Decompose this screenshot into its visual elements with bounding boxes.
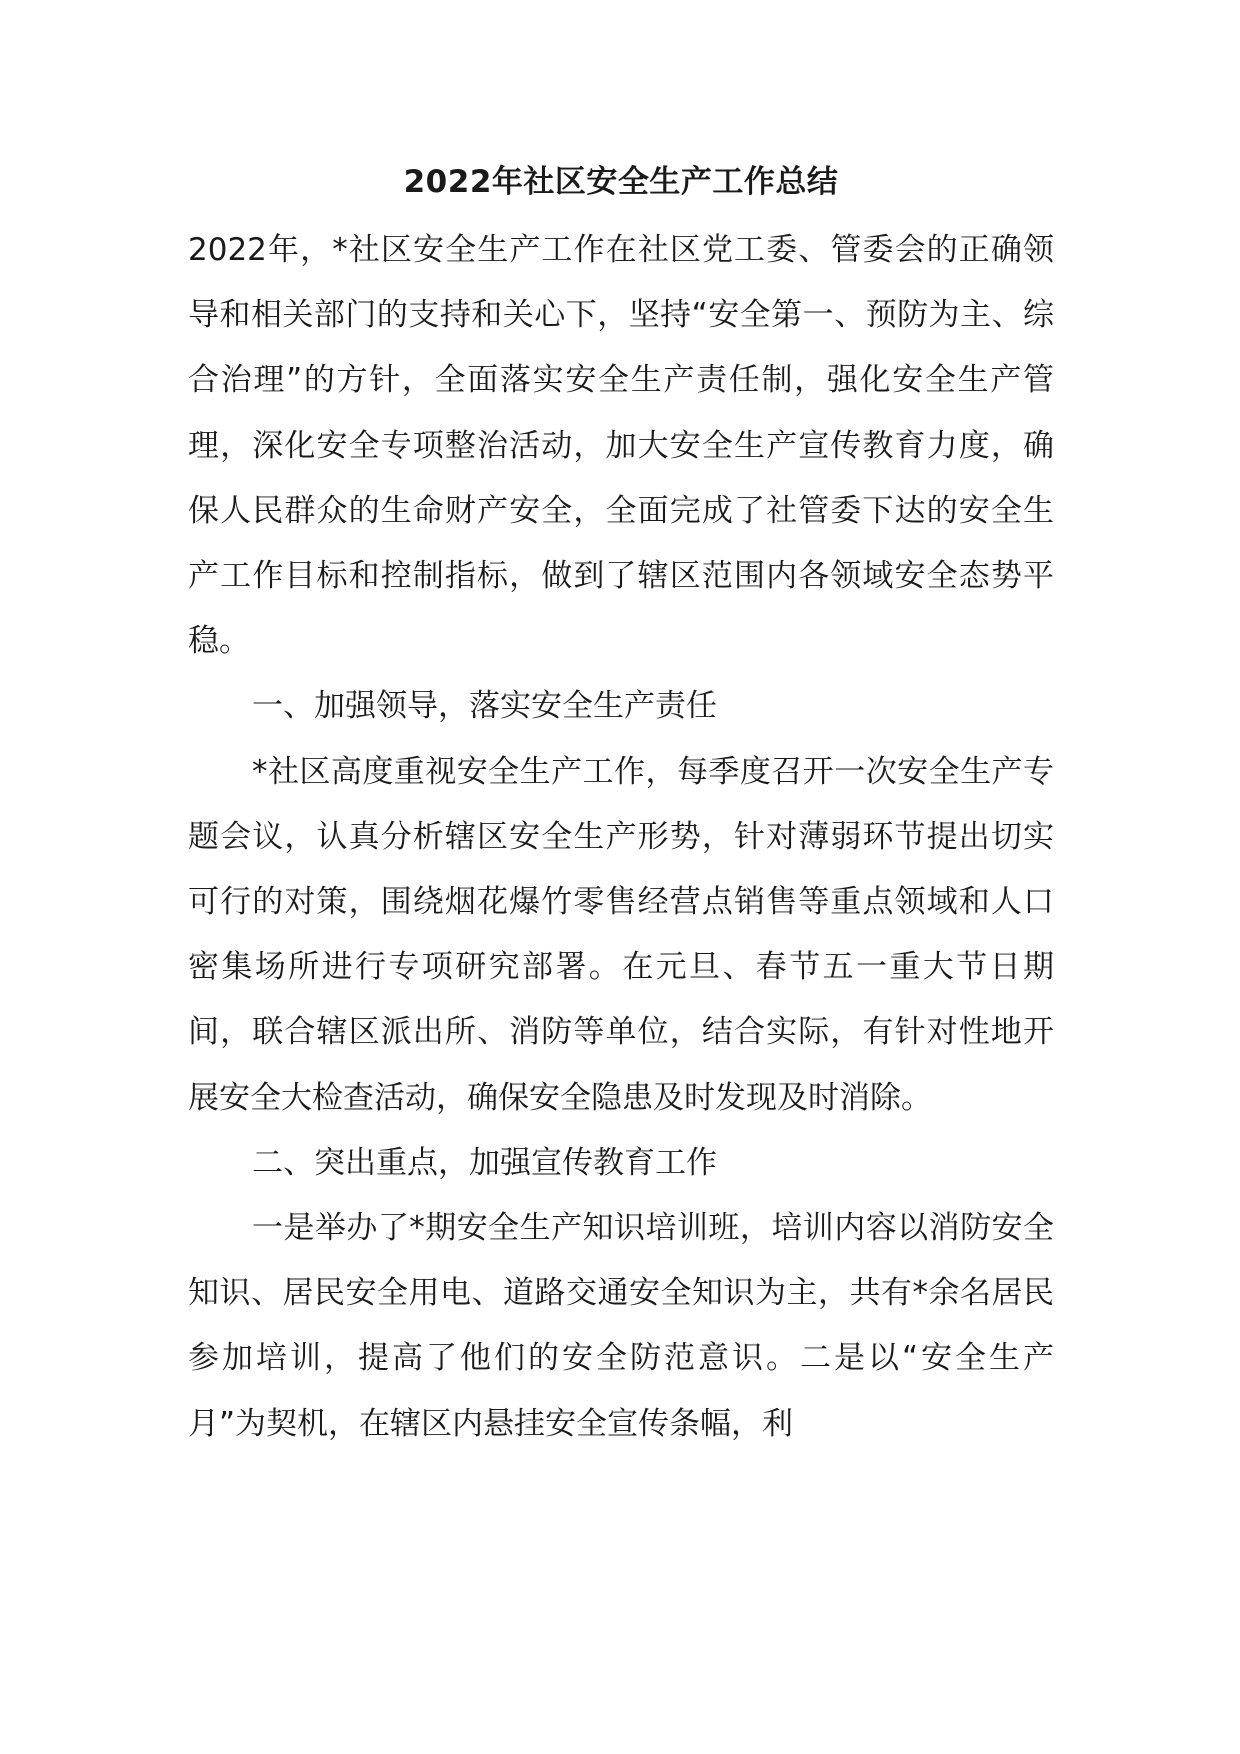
section-heading-leadership: 一、加强领导，落实安全生产责任 [252,688,717,725]
paragraph-education: 一是举办了*期安全生产知识培训班，培训内容以消防安全知识、居民安全用电、道路交通安全知识为主，共有*余名居民参加培训，提高了他们的安全防范意识。二是以“安全生产月”为契机，在辖区内悬挂安全宣传条幅，利 [188,1210,1054,1442]
section-heading-education: 二、突出重点，加强宣传教育工作 [252,1144,717,1181]
paragraph-intro: 2022年，*社区安全生产工作在社区党工委、管委会的正确领导和相关部门的支持和关心下，坚持“安全第一、预防为主、综合治理”的方针，全面落实安全生产责任制，强化安全生产管理，深化安全专项整治活动，加大安全生产宣传教育力度，确保人民群众的生命财产安全，全面完成了社管委下达的安全生产工作目标和控制指标，做到了辖区范围内各领域安全态势平稳。 [188,232,1054,660]
paragraph-leadership: *社区高度重视安全生产工作，每季度召开一次安全生产专题会议，认真分析辖区安全生产形势，针对薄弱环节提出切实可行的对策，围绕烟花爆竹零售经营点销售等重点领域和人口密集场所进行专项研究部署。在元旦、春节五一重大节日期间，联合辖区派出所、消防等单位，结合实际，有针对性地开展安全大检查活动，确保安全隐患及时发现及时消除。 [188,753,1054,1116]
document-page [188,160,1054,1457]
document-title: 2022年社区安全生产工作总结 [403,164,839,200]
